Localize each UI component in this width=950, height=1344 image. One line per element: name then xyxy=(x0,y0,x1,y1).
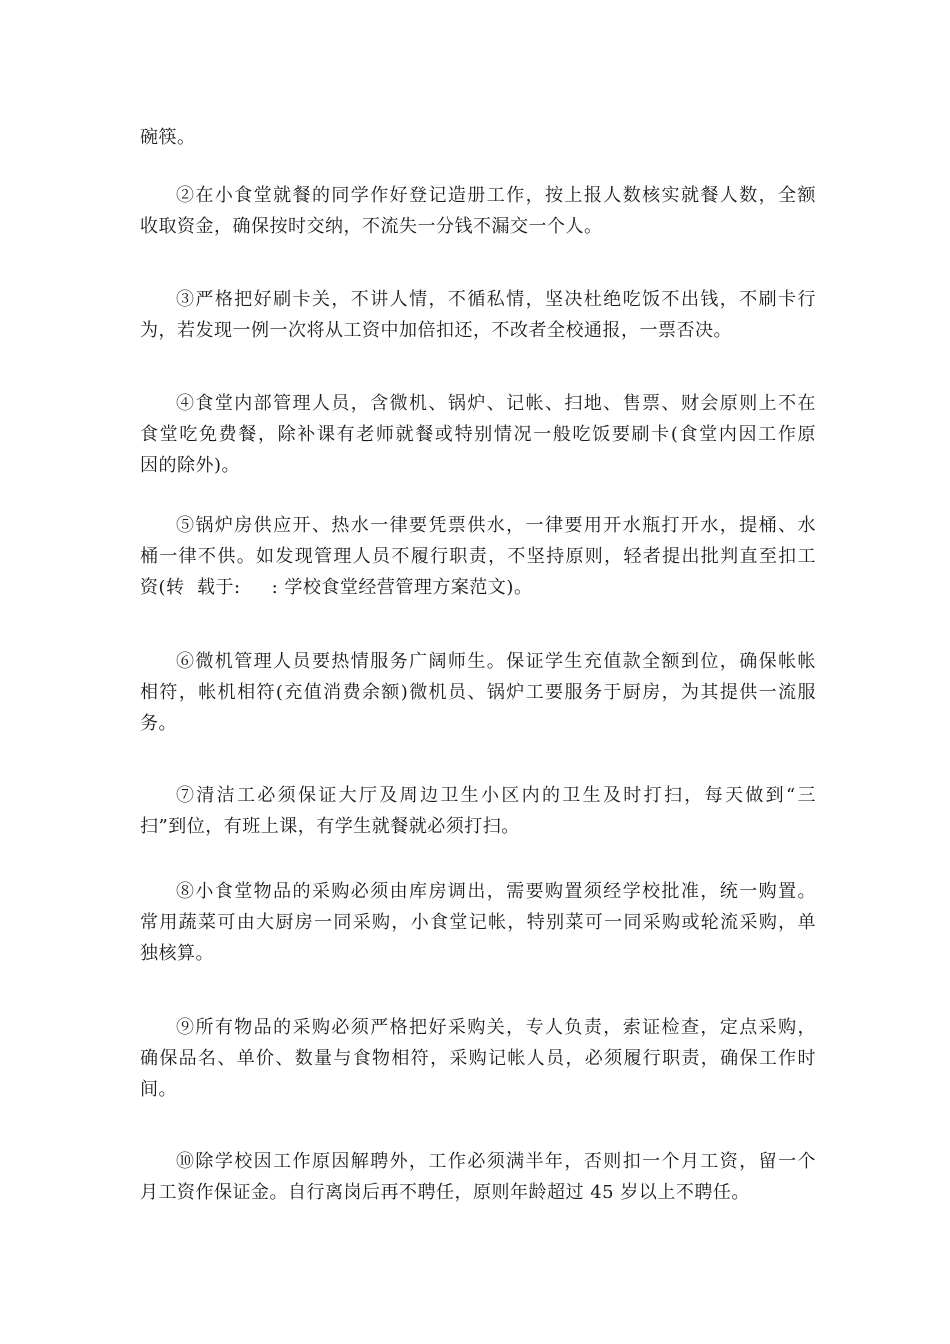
text-line: ②在小食堂就餐的同学作好登记造册工作，按上报人数核实就餐人数，全额 xyxy=(176,185,816,206)
paragraph-item-10 xyxy=(140,1146,816,1208)
text-line: 间。 xyxy=(140,1079,177,1100)
text-line: 因的除外)。 xyxy=(140,455,241,476)
text-line: 收取资金，确保按时交纳，不流失一分钱不漏交一个人。 xyxy=(140,216,603,237)
text-line: 常用蔬菜可由大厨房一同采购，小食堂记帐，特别菜可一同采购或轮流采购，单 xyxy=(140,912,816,933)
text-line: ⑧小食堂物品的采购必须由库房调出，需要购置须经学校批准，统一购置。 xyxy=(176,881,816,902)
paragraph-item-3 xyxy=(140,284,816,346)
text-line: 务。 xyxy=(140,713,177,734)
paragraph-item-6 xyxy=(140,646,816,739)
paragraph-item-4 xyxy=(140,388,816,481)
text-line: 确保品名、单价、数量与食物相符，采购记帐人员，必须履行职责，确保工作时 xyxy=(140,1048,816,1069)
text-line: ⑤锅炉房供应开、热水一律要凭票供水，一律要用开水瓶打开水，提桶、水 xyxy=(176,515,816,536)
text-line: 桶一律不供。如发现管理人员不履行职责，不坚持原则，轻者提出批判直至扣工 xyxy=(140,546,816,567)
text-line: ⑩除学校因工作原因解聘外，工作必须满半年，否则扣一个月工资，留一个 xyxy=(176,1151,816,1172)
text-line: ④食堂内部管理人员，含微机、锅炉、记帐、扫地、售票、财会原则上不在 xyxy=(176,393,816,414)
text-line: ⑥微机管理人员要热情服务广阔师生。保证学生充值款全额到位，确保帐帐 xyxy=(176,651,816,672)
text-line: 碗筷。 xyxy=(140,127,196,148)
paragraph-item-2 xyxy=(140,180,816,242)
text-line: 独核算。 xyxy=(140,943,214,964)
text-line: ⑦清洁工必须保证大厅及周边卫生小区内的卫生及时打扫，每天做到“三 xyxy=(176,785,816,806)
paragraph-continuation xyxy=(140,122,816,153)
text-line: 扫”到位，有班上课，有学生就餐就必须打扫。 xyxy=(140,816,520,837)
text-line: 为，若发现一例一次将从工资中加倍扣还，不改者全校通报，一票否决。 xyxy=(140,320,732,341)
paragraph-item-7 xyxy=(140,780,816,842)
paragraph-item-8 xyxy=(140,876,816,969)
text-line: 月工资作保证金。自行离岗后再不聘任，原则年龄超过 45 岁以上不聘任。 xyxy=(140,1182,750,1203)
text-line: 相符，帐机相符(充值消费余额)微机员、锅炉工要服务于厨房，为其提供一流服 xyxy=(140,682,816,703)
text-line: ③严格把好刷卡关，不讲人情，不循私情，坚决杜绝吃饭不出钱，不刷卡行 xyxy=(176,289,816,310)
text-line: 食堂吃免费餐，除补课有老师就餐或特别情况一般吃饭要刷卡(食堂内因工作原 xyxy=(140,424,816,445)
paragraph-item-5 xyxy=(140,510,816,603)
paragraph-item-9 xyxy=(140,1012,816,1105)
text-line: 资(转 载于: : 学校食堂经营管理方案范文)。 xyxy=(140,577,533,598)
text-line: ⑨所有物品的采购必须严格把好采购关，专人负责，索证检查，定点采购， xyxy=(176,1017,816,1038)
